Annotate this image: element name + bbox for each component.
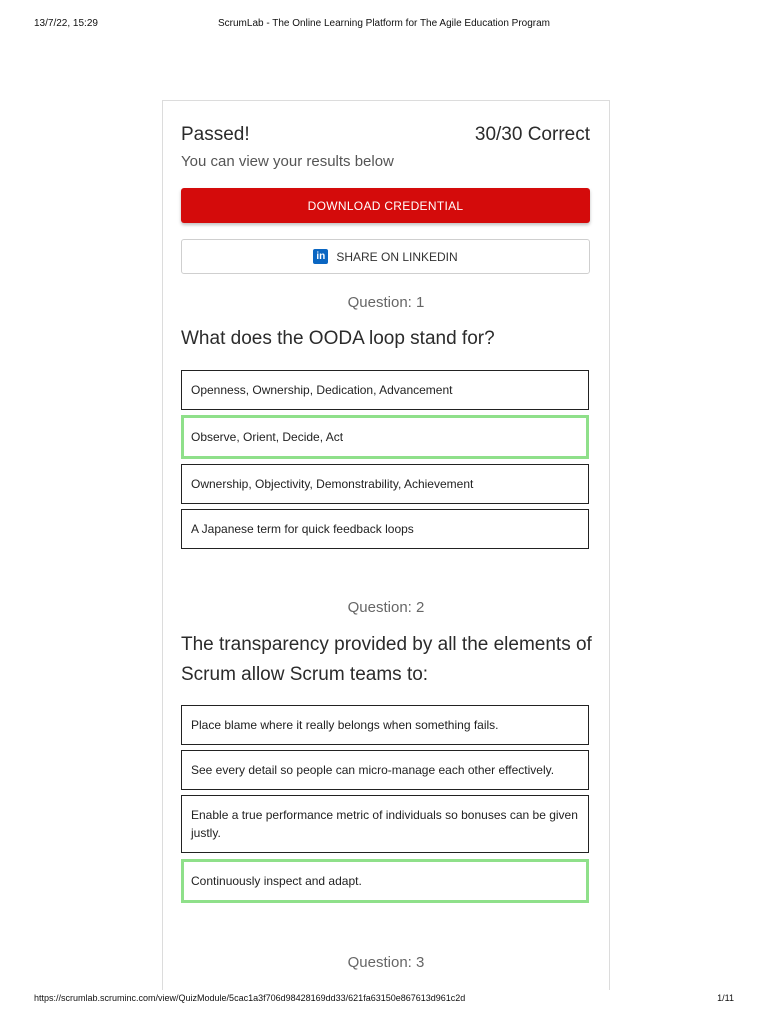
share-linkedin-button[interactable] <box>181 239 590 274</box>
download-credential-button[interactable] <box>181 188 590 223</box>
option-text: Ownership, Objectivity, Demonstrability, Achievement <box>191 477 474 491</box>
linkedin-icon: in <box>313 249 328 264</box>
result-score: 30/30 Correct <box>474 124 590 145</box>
share-linkedin-label: SHARE ON LINKEDIN <box>336 249 458 264</box>
print-header <box>34 18 734 32</box>
option-text: Openness, Ownership, Dedication, Advancement <box>191 383 453 397</box>
print-footer <box>34 993 734 1007</box>
option-text: See every detail so people can micro-manage each other effectively. <box>191 763 555 777</box>
result-status: Passed! <box>181 124 250 145</box>
question-1-text: What does the OODA loop stand for? <box>181 328 495 349</box>
question-2-option-3[interactable] <box>181 795 589 853</box>
option-text: Enable a true performance metric of individuals so bonuses can be given justly. <box>191 808 578 840</box>
question-2-text: The transparency provided by all the elements of Scrum allow Scrum teams to: <box>181 634 592 685</box>
option-text: Observe, Orient, Decide, Act <box>191 430 344 444</box>
question-1-option-2-correct[interactable] <box>181 415 589 459</box>
question-1-option-4[interactable] <box>181 509 589 549</box>
print-datetime: 13/7/22, 15:29 <box>34 18 98 29</box>
print-page-title: ScrumLab - The Online Learning Platform for The Agile Education Program <box>217 18 551 29</box>
print-page-number: 1/11 <box>717 993 734 1003</box>
question-1-number: Question: 1 <box>347 294 425 311</box>
question-2-option-4-correct[interactable] <box>181 859 589 903</box>
question-2-option-2[interactable] <box>181 750 589 790</box>
question-2-number: Question: 2 <box>347 599 425 616</box>
option-text: Continuously inspect and adapt. <box>191 874 362 888</box>
print-url: https://scrumlab.scruminc.com/view/QuizModule/5cac1a3f706d98428169dd33/621fa63150e867613d961c2d <box>34 993 466 1003</box>
option-text: Place blame where it really belongs when something fails. <box>191 718 499 732</box>
download-credential-label: DOWNLOAD CREDENTIAL <box>307 198 464 213</box>
question-2-option-1[interactable] <box>181 705 589 745</box>
question-3-number: Question: 3 <box>347 954 425 971</box>
result-subtitle: You can view your results below <box>181 153 394 170</box>
question-1-option-3[interactable] <box>181 464 589 504</box>
option-text: A Japanese term for quick feedback loops <box>191 522 414 536</box>
question-1-option-1[interactable] <box>181 370 589 410</box>
